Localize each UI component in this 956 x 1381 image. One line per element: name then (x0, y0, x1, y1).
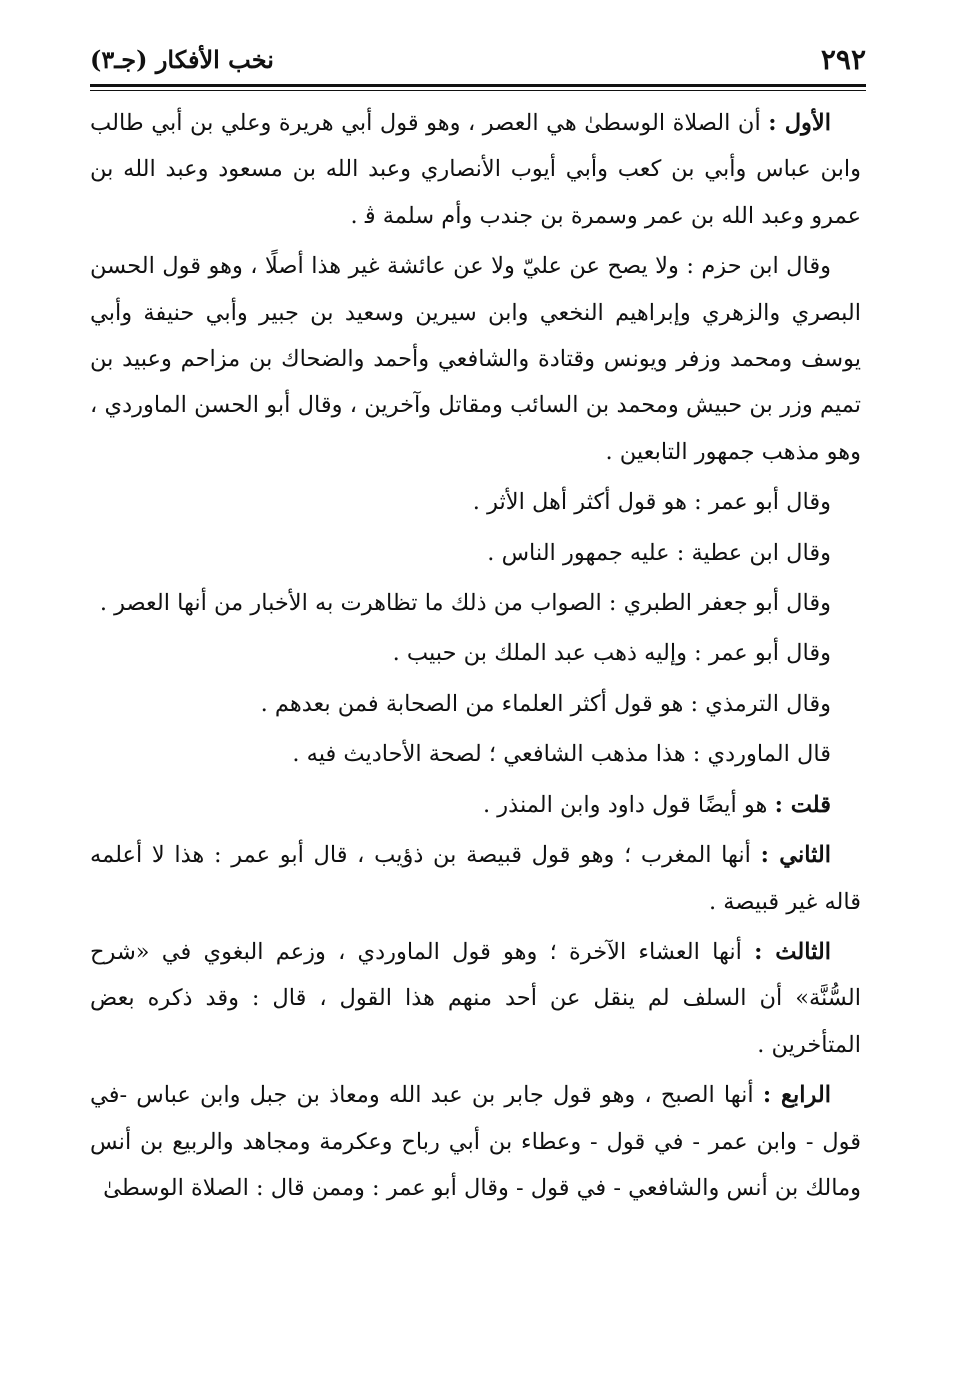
paragraph-lead: الأول : (768, 110, 832, 136)
paragraph-tabari (90, 580, 861, 626)
paragraph-text: أنها المغرب ؛ وهو قول قبيصة بن ذؤيب ، قال أبو عمر : هذا لا أعلمه قاله غير قبيصة . (90, 842, 861, 915)
paragraph-text: وقال ابن حزم : ولا يصح عن عليّ ولا عن عائشة غير هذا أصلًا ، وهو قول الحسن البصري والزهري وإبراهيم النخعي وابن سيرين وسعيد بن جبير وأبي حنيفة وأبي يوسف ومحمد وزفر ويونس وقتادة والشافعي وأحمد والضحاك بن مزاحم وعبيد بن تميم وزر بن حبيش ومحمد بن السائب ومقاتل وآخرين ، وقال أبو الحسن الماوردي ، وهو مذهب جمهور التابعين . (90, 253, 861, 465)
paragraph-ibn-atiyya (90, 530, 861, 576)
paragraph-text: وقال الترمذي : هو قول أكثر العلماء من الصحابة فمن بعدهم . (260, 690, 831, 717)
paragraph-text: أن الصلاة الوسطىٰ هي العصر ، وهو قول أبي هريرة وعلي بن أبي طالب وابن عباس وأبي بن كعب وأبي أيوب الأنصاري وعبد الله بن مسعود وعبد الله بن عمرو وعبد الله بن عمر وسمرة بن جندب وأم سلمة ﭬ . (90, 110, 861, 229)
paragraph-text: قال الماوردي : هذا مذهب الشافعي ؛ لصحة الأحاديث فيه . (292, 741, 831, 768)
paragraph-second-opinion (90, 832, 861, 925)
paragraph-text: أنها العشاء الآخرة ؛ وهو قول الماوردي ، وزعم البغوي في «شرح السُّنَّة» أن السلف لم ينقل عن أحد منهم هذا القول ، قال : وقد ذكره بعض المتأخرين . (90, 938, 861, 1058)
paragraph-text: هو أيضًا قول داود وابن المنذر . (483, 791, 768, 818)
paragraph-abu-umar-2 (90, 630, 861, 676)
paragraph-ibn-hazm (90, 243, 861, 475)
header-rule-thick (90, 84, 866, 87)
paragraph-text: وقال أبو عمر : وإليه ذهب عبد الملك بن حبيب . (392, 640, 831, 667)
paragraph-text: وقال ابن عطية : عليه جمهور الناس . (487, 539, 831, 566)
paragraph-qultu (90, 782, 861, 828)
paragraph-lead: قلت : (774, 791, 831, 818)
paragraph-lead: الثالث : (754, 938, 832, 965)
header-rule-thin (90, 90, 866, 91)
paragraph-first-opinion (90, 100, 861, 239)
paragraph-lead: الرابع : (762, 1082, 832, 1109)
paragraph-text: وقال أبو عمر : هو قول أكثر أهل الأثر . (472, 489, 831, 516)
paragraph-abu-umar (90, 479, 861, 525)
paragraph-text: وقال أبو جعفر الطبري : الصواب من ذلك ما تظاهرت به الأخبار من أنها العصر . (99, 590, 831, 617)
paragraph-tirmidhi (90, 681, 861, 727)
running-header (90, 38, 866, 80)
paragraph-third-opinion (90, 929, 861, 1068)
paragraph-text: أنها الصبح ، وهو قول جابر بن عبد الله ومعاذ بن جبل وابن عباس -في قول - وابن عمر - في قول - وعطاء بن أبي رباح وعكرمة ومجاهد والربيع بن أنس ومالك بن أنس والشافعي - في قول - وقال أبو عمر : وممن قال : الصلاة الوسطىٰ (90, 1082, 861, 1201)
paragraph-mawardi (90, 731, 861, 777)
paragraph-lead: الثاني : (760, 842, 831, 869)
page-number: ٢٩٢ (820, 42, 866, 76)
paragraph-fourth-opinion (90, 1072, 861, 1211)
body-text (90, 100, 861, 1215)
book-title: نخب الأفكار (جـ٣) (90, 44, 274, 74)
